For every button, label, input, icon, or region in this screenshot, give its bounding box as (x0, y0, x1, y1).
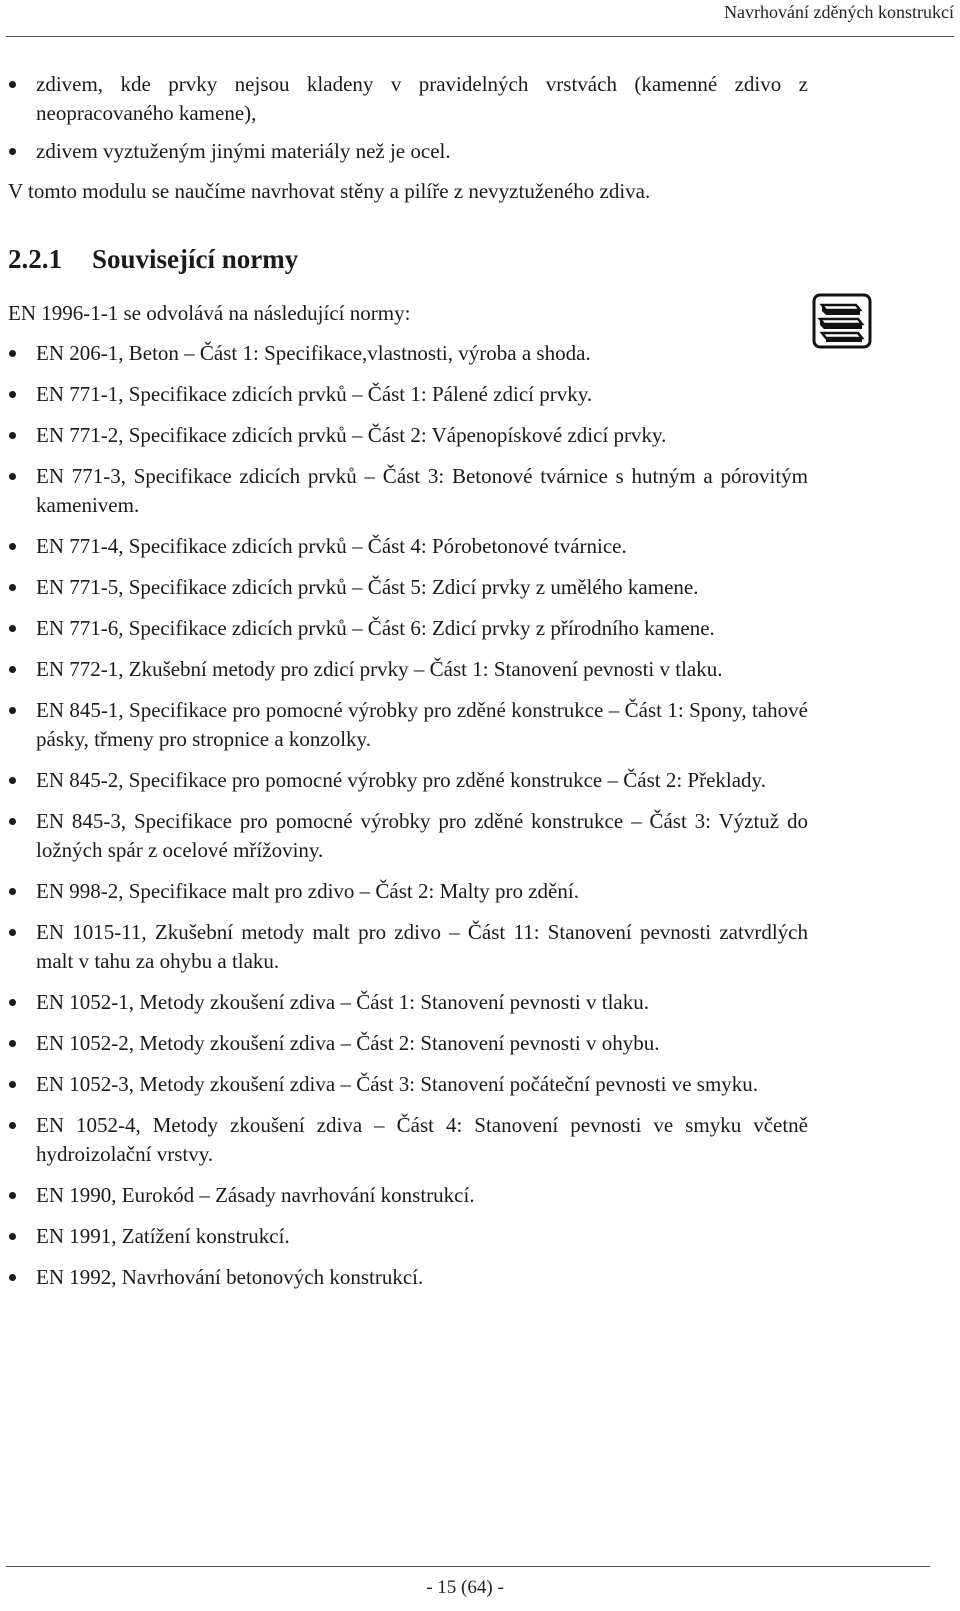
list-item (8, 918, 808, 976)
list-item-text: EN 845-1, Specifikace pro pomocné výrobky pro zděné konstrukce – Část 1: Spony, tahové pásky, třmeny pro stropnice a konzolky. (36, 698, 808, 751)
list-item-text: zdivem vyztuženým jinými materiály než je ocel. (36, 139, 451, 163)
list-item-text: EN 771-1, Specifikace zdicích prvků – Část 1: Pálené zdicí prvky. (36, 382, 593, 406)
list-item (8, 696, 808, 754)
list-item-text: EN 1052-3, Metody zkoušení zdiva – Část 3: Stanovení počáteční pevnosti ve smyku. (36, 1072, 759, 1096)
bullet (9, 584, 16, 591)
list-item (8, 1029, 808, 1058)
list-item (8, 137, 808, 166)
list-item (8, 532, 808, 561)
bullet (9, 999, 16, 1006)
lead-paragraph: EN 1996-1-1 se odvolává na následující normy: (8, 301, 411, 325)
list-item (8, 339, 808, 368)
bullet (9, 1192, 16, 1199)
bullet (9, 929, 16, 936)
section-heading (8, 244, 808, 275)
bullet (9, 543, 16, 550)
list-item-text: EN 845-3, Specifikace pro pomocné výrobky pro zděné konstrukce – Část 3: Výztuž do ložných spár z ocelové mřížoviny. (36, 809, 808, 862)
list-item-text: EN 845-2, Specifikace pro pomocné výrobky pro zděné konstrukce – Část 2: Překlady. (36, 768, 766, 792)
list-item-text: EN 1992, Navrhování betonových konstrukcí. (36, 1265, 424, 1289)
list-item-text: EN 1052-2, Metody zkoušení zdiva – Část 2: Stanovení pevnosti v ohybu. (36, 1031, 660, 1055)
section-title: Související normy (92, 244, 299, 274)
list-item-text: EN 771-2, Specifikace zdicích prvků – Část 2: Vápenopískové zdicí prvky. (36, 423, 667, 447)
section-number: 2.2.1 (8, 244, 62, 274)
bullet (9, 1122, 16, 1129)
list-item-text: EN 206-1, Beton – Část 1: Specifikace,vlastnosti, výroba a shoda. (36, 341, 591, 365)
page-content (8, 70, 808, 1292)
bullet (9, 350, 16, 357)
list-item (8, 807, 808, 865)
list-item-text: EN 771-5, Specifikace zdicích prvků – Část 5: Zdicí prvky z umělého kamene. (36, 575, 699, 599)
list-item (8, 1070, 808, 1099)
list-item (8, 462, 808, 520)
list-item-text: EN 1991, Zatížení konstrukcí. (36, 1224, 290, 1248)
header-rule (6, 36, 954, 37)
bullet (9, 818, 16, 825)
list-item (8, 573, 808, 602)
bullet (9, 473, 16, 480)
bullet (9, 707, 16, 714)
list-item-text: EN 1015-11, Zkušební metody malt pro zdivo – Část 11: Stanovení pevnosti zatvrdlých malt v tahu za ohybu a tlaku. (36, 920, 808, 973)
list-item (8, 421, 808, 450)
page-number: - 15 (64) - (426, 1577, 504, 1598)
list-item-text: EN 772-1, Zkušební metody pro zdicí prvky – Část 1: Stanovení pevnosti v tlaku. (36, 657, 723, 681)
bullet (9, 432, 16, 439)
list-item-text: EN 771-3, Specifikace zdicích prvků – Část 3: Betonové tvárnice s hutným a pórovitým kamenivem. (36, 464, 808, 517)
bullet (9, 1233, 16, 1240)
list-item-text: EN 1052-4, Metody zkoušení zdiva – Část 4: Stanovení pevnosti ve smyku včetně hydroizolační vrstvy. (36, 1113, 808, 1166)
list-item (8, 1222, 808, 1251)
list-item (8, 70, 808, 128)
list-item (8, 877, 808, 906)
list-item (8, 655, 808, 684)
bullet (9, 1081, 16, 1088)
list-item-text: EN 998-2, Specifikace malt pro zdivo – Část 2: Malty pro zdění. (36, 879, 579, 903)
list-item-text: EN 1990, Eurokód – Zásady navrhování konstrukcí. (36, 1183, 475, 1207)
running-header: Navrhování zděných konstrukcí (724, 2, 954, 22)
intro-paragraph: V tomto modulu se naučíme navrhovat stěny a pilíře z nevyztuženého zdiva. (8, 179, 651, 203)
bullet (9, 391, 16, 398)
books-icon (812, 293, 872, 349)
bullet (9, 1040, 16, 1047)
footer-rule (6, 1566, 930, 1567)
intro-list (8, 70, 808, 166)
bullet (9, 777, 16, 784)
bullet (9, 1274, 16, 1281)
list-item-text: EN 771-6, Specifikace zdicích prvků – Část 6: Zdicí prvky z přírodního kamene. (36, 616, 715, 640)
list-item-text: EN 1052-1, Metody zkoušení zdiva – Část 1: Stanovení pevnosti v tlaku. (36, 990, 649, 1014)
list-item (8, 380, 808, 409)
list-item-text: EN 771-4, Specifikace zdicích prvků – Část 4: Pórobetonové tvárnice. (36, 534, 627, 558)
norms-list (8, 339, 808, 1292)
list-item (8, 988, 808, 1017)
bullet (9, 666, 16, 673)
bullet (9, 81, 16, 88)
list-item (8, 766, 808, 795)
bullet (9, 148, 16, 155)
list-item (8, 1111, 808, 1169)
list-item-text: zdivem, kde prvky nejsou kladeny v pravidelných vrstvách (kamenné zdivo z neopracovaného kamene), (36, 72, 808, 125)
list-item (8, 1263, 808, 1292)
list-item (8, 1181, 808, 1210)
bullet (9, 625, 16, 632)
bullet (9, 888, 16, 895)
list-item (8, 614, 808, 643)
